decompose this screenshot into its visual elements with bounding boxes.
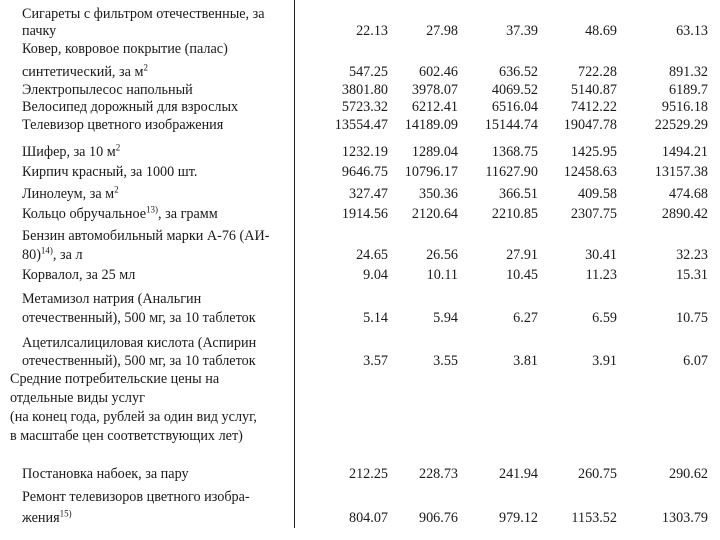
row-label-suffix: , за грамм — [158, 206, 218, 222]
price-cell: 1232.19 — [341, 144, 388, 160]
row-label-text: Метамизол натрия (Анальгин — [22, 291, 202, 307]
price-cell: 22.13 — [356, 23, 388, 39]
price-cell: 2210.85 — [491, 206, 538, 222]
footnote-marker: 2 — [114, 184, 119, 195]
price-cell: 22529.29 — [654, 117, 708, 133]
price-cell: 891.32 — [668, 64, 708, 80]
price-cell: 24.65 — [356, 247, 388, 263]
price-cell: 3.57 — [363, 353, 388, 369]
table-row — [0, 21, 720, 41]
price-cell: 7412.22 — [570, 99, 617, 115]
row-label — [22, 162, 294, 182]
price-cell: 1303.79 — [661, 510, 708, 526]
row-label-text: пачку — [22, 23, 57, 39]
price-cell: 10.11 — [426, 267, 458, 283]
price-cell: 2890.42 — [661, 206, 708, 222]
row-label-text: Электропылесос напольный — [22, 82, 193, 98]
price-cell: 5723.32 — [341, 99, 388, 115]
section-header-line — [0, 369, 720, 389]
row-label-text: отечественный), 500 мг, за 10 таблеток — [22, 310, 256, 326]
price-cell: 13157.38 — [654, 164, 708, 180]
price-cell: 10.75 — [676, 310, 708, 326]
row-label — [22, 333, 294, 353]
price-cell: 804.07 — [348, 510, 388, 526]
table-row — [0, 62, 720, 82]
section-header-line — [0, 388, 720, 408]
row-label — [22, 226, 294, 246]
price-cell: 1425.95 — [570, 144, 617, 160]
price-cell: 327.47 — [348, 186, 388, 202]
price-cell: 1494.21 — [661, 144, 708, 160]
table-row — [0, 184, 720, 204]
footnote-marker: 2 — [143, 62, 148, 73]
row-label — [22, 115, 294, 135]
section-header-line — [0, 407, 720, 427]
row-label-text: жения — [22, 510, 60, 526]
section-header-text: Средние потребительские цены на — [10, 371, 220, 387]
table-row — [0, 464, 720, 484]
table-row — [0, 351, 720, 371]
row-label — [22, 142, 294, 162]
price-cell: 547.25 — [348, 64, 388, 80]
price-cell: 366.51 — [498, 186, 538, 202]
price-cell: 6.27 — [513, 310, 538, 326]
row-label — [22, 487, 294, 507]
price-cell: 906.76 — [418, 510, 458, 526]
price-cell: 409.58 — [577, 186, 617, 202]
price-cell: 1153.52 — [571, 510, 617, 526]
price-cell: 11627.90 — [485, 164, 538, 180]
price-cell: 11.23 — [585, 267, 617, 283]
price-cell: 474.68 — [668, 186, 708, 202]
row-label-text: Линолеум, за м — [22, 186, 115, 202]
row-label-text: Шифер, за 10 м — [22, 144, 116, 160]
table-row — [0, 226, 720, 246]
price-cell: 6.59 — [592, 310, 617, 326]
price-cell: 3978.07 — [411, 82, 458, 98]
table-row — [0, 333, 720, 353]
row-label — [22, 508, 294, 528]
row-label — [22, 204, 294, 224]
footnote-marker: 14) — [40, 245, 53, 256]
row-label — [22, 265, 294, 285]
footnote-marker: 15) — [59, 508, 72, 519]
row-label — [22, 289, 294, 309]
row-label-text: Кольцо обручальное — [22, 206, 147, 222]
price-cell: 48.69 — [585, 23, 617, 39]
price-cell: 212.25 — [348, 466, 388, 482]
price-cell: 10796.17 — [404, 164, 458, 180]
price-cell: 6189.7 — [668, 82, 708, 98]
row-label — [22, 245, 294, 265]
table-row — [0, 97, 720, 117]
price-cell: 9.04 — [363, 267, 388, 283]
price-cell: 6516.04 — [491, 99, 538, 115]
price-cell: 5140.87 — [570, 82, 617, 98]
price-cell: 63.13 — [676, 23, 708, 39]
section-header-text: отдельные виды услуг — [10, 390, 145, 406]
row-label-text: Телевизор цветного изображения — [22, 117, 224, 133]
footnote-marker: 13) — [146, 204, 159, 215]
row-label-text: Сигареты с фильтром отечественные, за — [22, 6, 265, 22]
price-cell: 27.98 — [426, 23, 458, 39]
table-row — [0, 487, 720, 507]
row-label — [22, 464, 294, 484]
row-label-text: Постановка набоек, за пару — [22, 466, 189, 482]
table-row — [0, 289, 720, 309]
price-cell: 12458.63 — [563, 164, 617, 180]
row-label — [22, 39, 294, 59]
row-label — [22, 184, 294, 204]
price-cell: 6.07 — [683, 353, 708, 369]
price-cell: 722.28 — [577, 64, 617, 80]
section-header-line — [0, 426, 720, 446]
row-label-text: Корвалол, за 25 мл — [22, 267, 136, 283]
table-row — [0, 162, 720, 182]
price-cell: 979.12 — [498, 510, 538, 526]
table-row — [0, 39, 720, 59]
row-label-text: Велосипед дорожный для взрослых — [22, 99, 239, 115]
row-label-text: Кирпич красный, за 1000 шт. — [22, 164, 198, 180]
price-cell: 15144.74 — [484, 117, 538, 133]
price-cell: 3801.80 — [341, 82, 388, 98]
price-cell: 19047.78 — [563, 117, 617, 133]
section-header-text: в масштабе цен соответствующих лет) — [10, 428, 243, 444]
price-cell: 3.81 — [513, 353, 538, 369]
price-cell: 13554.47 — [334, 117, 388, 133]
section-header-text: (на конец года, рублей за один вид услуг, — [10, 409, 257, 425]
price-cell: 27.91 — [506, 247, 538, 263]
price-cell: 290.62 — [668, 466, 708, 482]
table-row — [0, 115, 720, 135]
table-row — [0, 308, 720, 328]
price-cell: 9516.18 — [661, 99, 708, 115]
price-cell: 241.94 — [498, 466, 538, 482]
footnote-marker: 2 — [115, 142, 121, 153]
price-cell: 14189.09 — [404, 117, 458, 133]
row-label — [22, 21, 294, 41]
price-cell: 1289.04 — [411, 144, 458, 160]
price-cell: 260.75 — [577, 466, 617, 482]
row-label-text: Ацетилсалициловая кислота (Аспирин — [22, 335, 257, 351]
row-label — [22, 97, 294, 117]
price-cell: 37.39 — [506, 23, 538, 39]
row-label-text: Бензин автомобильный марки А-76 (АИ- — [22, 228, 270, 244]
price-cell: 5.14 — [363, 310, 388, 326]
price-cell: 9646.75 — [341, 164, 388, 180]
row-label-text: Ковер, ковровое покрытие (палас) — [22, 41, 228, 57]
row-label-text: Ремонт телевизоров цветного изобра- — [22, 489, 250, 505]
price-cell: 4069.52 — [491, 82, 538, 98]
price-cell: 1914.56 — [341, 206, 388, 222]
price-cell: 2120.64 — [411, 206, 458, 222]
price-cell: 350.36 — [418, 186, 458, 202]
price-cell: 26.56 — [426, 247, 458, 263]
row-label — [22, 351, 294, 371]
price-cell: 6212.41 — [411, 99, 458, 115]
table-row — [0, 204, 720, 224]
row-label-text: синтетический, за м — [22, 64, 144, 80]
table-row — [0, 508, 720, 528]
price-cell: 30.41 — [585, 247, 617, 263]
table-row — [0, 265, 720, 285]
row-label — [22, 62, 294, 82]
row-label-suffix: , за л — [52, 247, 83, 263]
price-cell: 5.94 — [433, 310, 458, 326]
price-cell: 228.73 — [418, 466, 458, 482]
price-cell: 3.55 — [433, 353, 458, 369]
price-cell: 1368.75 — [491, 144, 538, 160]
row-label — [22, 308, 294, 328]
price-cell: 2307.75 — [570, 206, 617, 222]
price-cell: 15.31 — [676, 267, 708, 283]
row-label-text: отечественный), 500 мг, за 10 таблеток — [22, 353, 256, 369]
price-cell: 602.46 — [418, 64, 458, 80]
price-cell: 636.52 — [498, 64, 538, 80]
row-label-text: 80) — [22, 247, 41, 263]
table-row — [0, 142, 720, 162]
table-row — [0, 245, 720, 265]
price-cell: 32.23 — [676, 247, 708, 263]
price-cell: 3.91 — [592, 353, 617, 369]
price-cell: 10.45 — [506, 267, 538, 283]
